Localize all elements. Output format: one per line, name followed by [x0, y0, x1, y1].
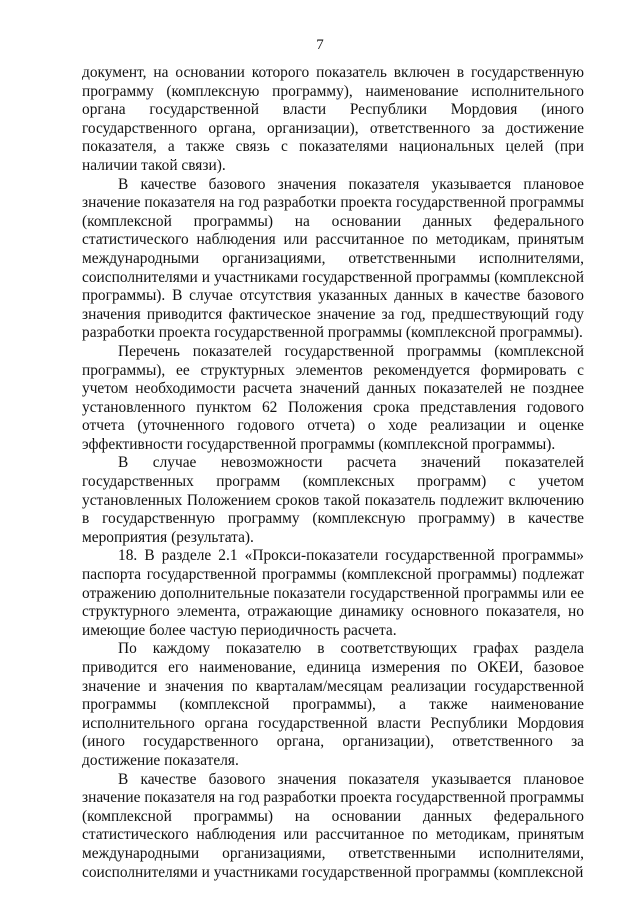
paragraph-indicator-list: Перечень показателей государственной программы (комплексной программы), ее структурных элементов рекомендуется формировать с учетом необходимости расчета значений данных показателей не позднее установленного пунктом 62 Положения срока представления годового отчета (уточненного годового отчета) о ходе реализации и оценке эффективности государственной программы (комплексной программы).: [82, 342, 584, 453]
paragraph-section-18: 18. В разделе 2.1 «Прокси-показатели государственной программы» паспорта государственной программы (комплексной программы) подлежат отражению дополнительные показатели государственной программы или ее структурного элемента, отражающие динамику основного показателя, но имеющие более частую периодичность расчета.: [82, 547, 584, 639]
paragraph-continuation: документ, на основании которого показатель включен в государственную программу (комплексную программу), наименование исполнительного органа государственной власти Республики Мордовия (иного государственного органа, организации), ответственного за достижение показателя, а также связь с показателями национальных целей (при наличии такой связи).: [82, 64, 584, 174]
paragraph-base-value-repeat: В качестве базового значения показателя указывается плановое значение показателя на год разработки проекта государственной программы (комплексной программы) на основании данных федерального статистического наблюдения или рассчитанное по методикам, принятым международными организациями, ответственными исполнителями, соисполнителями и участниками государственной программы (комплексной: [82, 770, 584, 881]
paragraph-base-value: В качестве базового значения показателя указывается плановое значение показателя на год разработки проекта государственной программы (комплексной программы) на основании данных федерального статистического наблюдения или рассчитанное по методикам, принятым международными организациями, ответственными исполнителями, соисполнителями и участниками государственной программы (комплексной программы). В случае отсутствия указанных данных в качестве базового значения приводится фактическое значение за год, предшествующий году разработки проекта государственной программы (комплексной программы).: [82, 175, 584, 342]
paragraph-impossibility-case: В случае невозможности расчета значений показателей государственных программ (комплексных программ) с учетом установленных Положением сроков такой показатель подлежит включению в государственную программу (комплексную программу) в качестве мероприятия (результата).: [82, 454, 584, 546]
page-number: 7: [316, 37, 324, 53]
paragraph-each-indicator: По каждому показателю в соответствующих графах раздела приводится его наименование, единица измерения по ОКЕИ, базовое значение и значения по кварталам/месяцам реализации государственной программы (комплексной программы), а также наименование исполнительного органа государственной власти Республики Мордовия (иного государственного органа, организации), ответственного за достижение показателя.: [82, 640, 584, 769]
document-body: [82, 64, 584, 882]
